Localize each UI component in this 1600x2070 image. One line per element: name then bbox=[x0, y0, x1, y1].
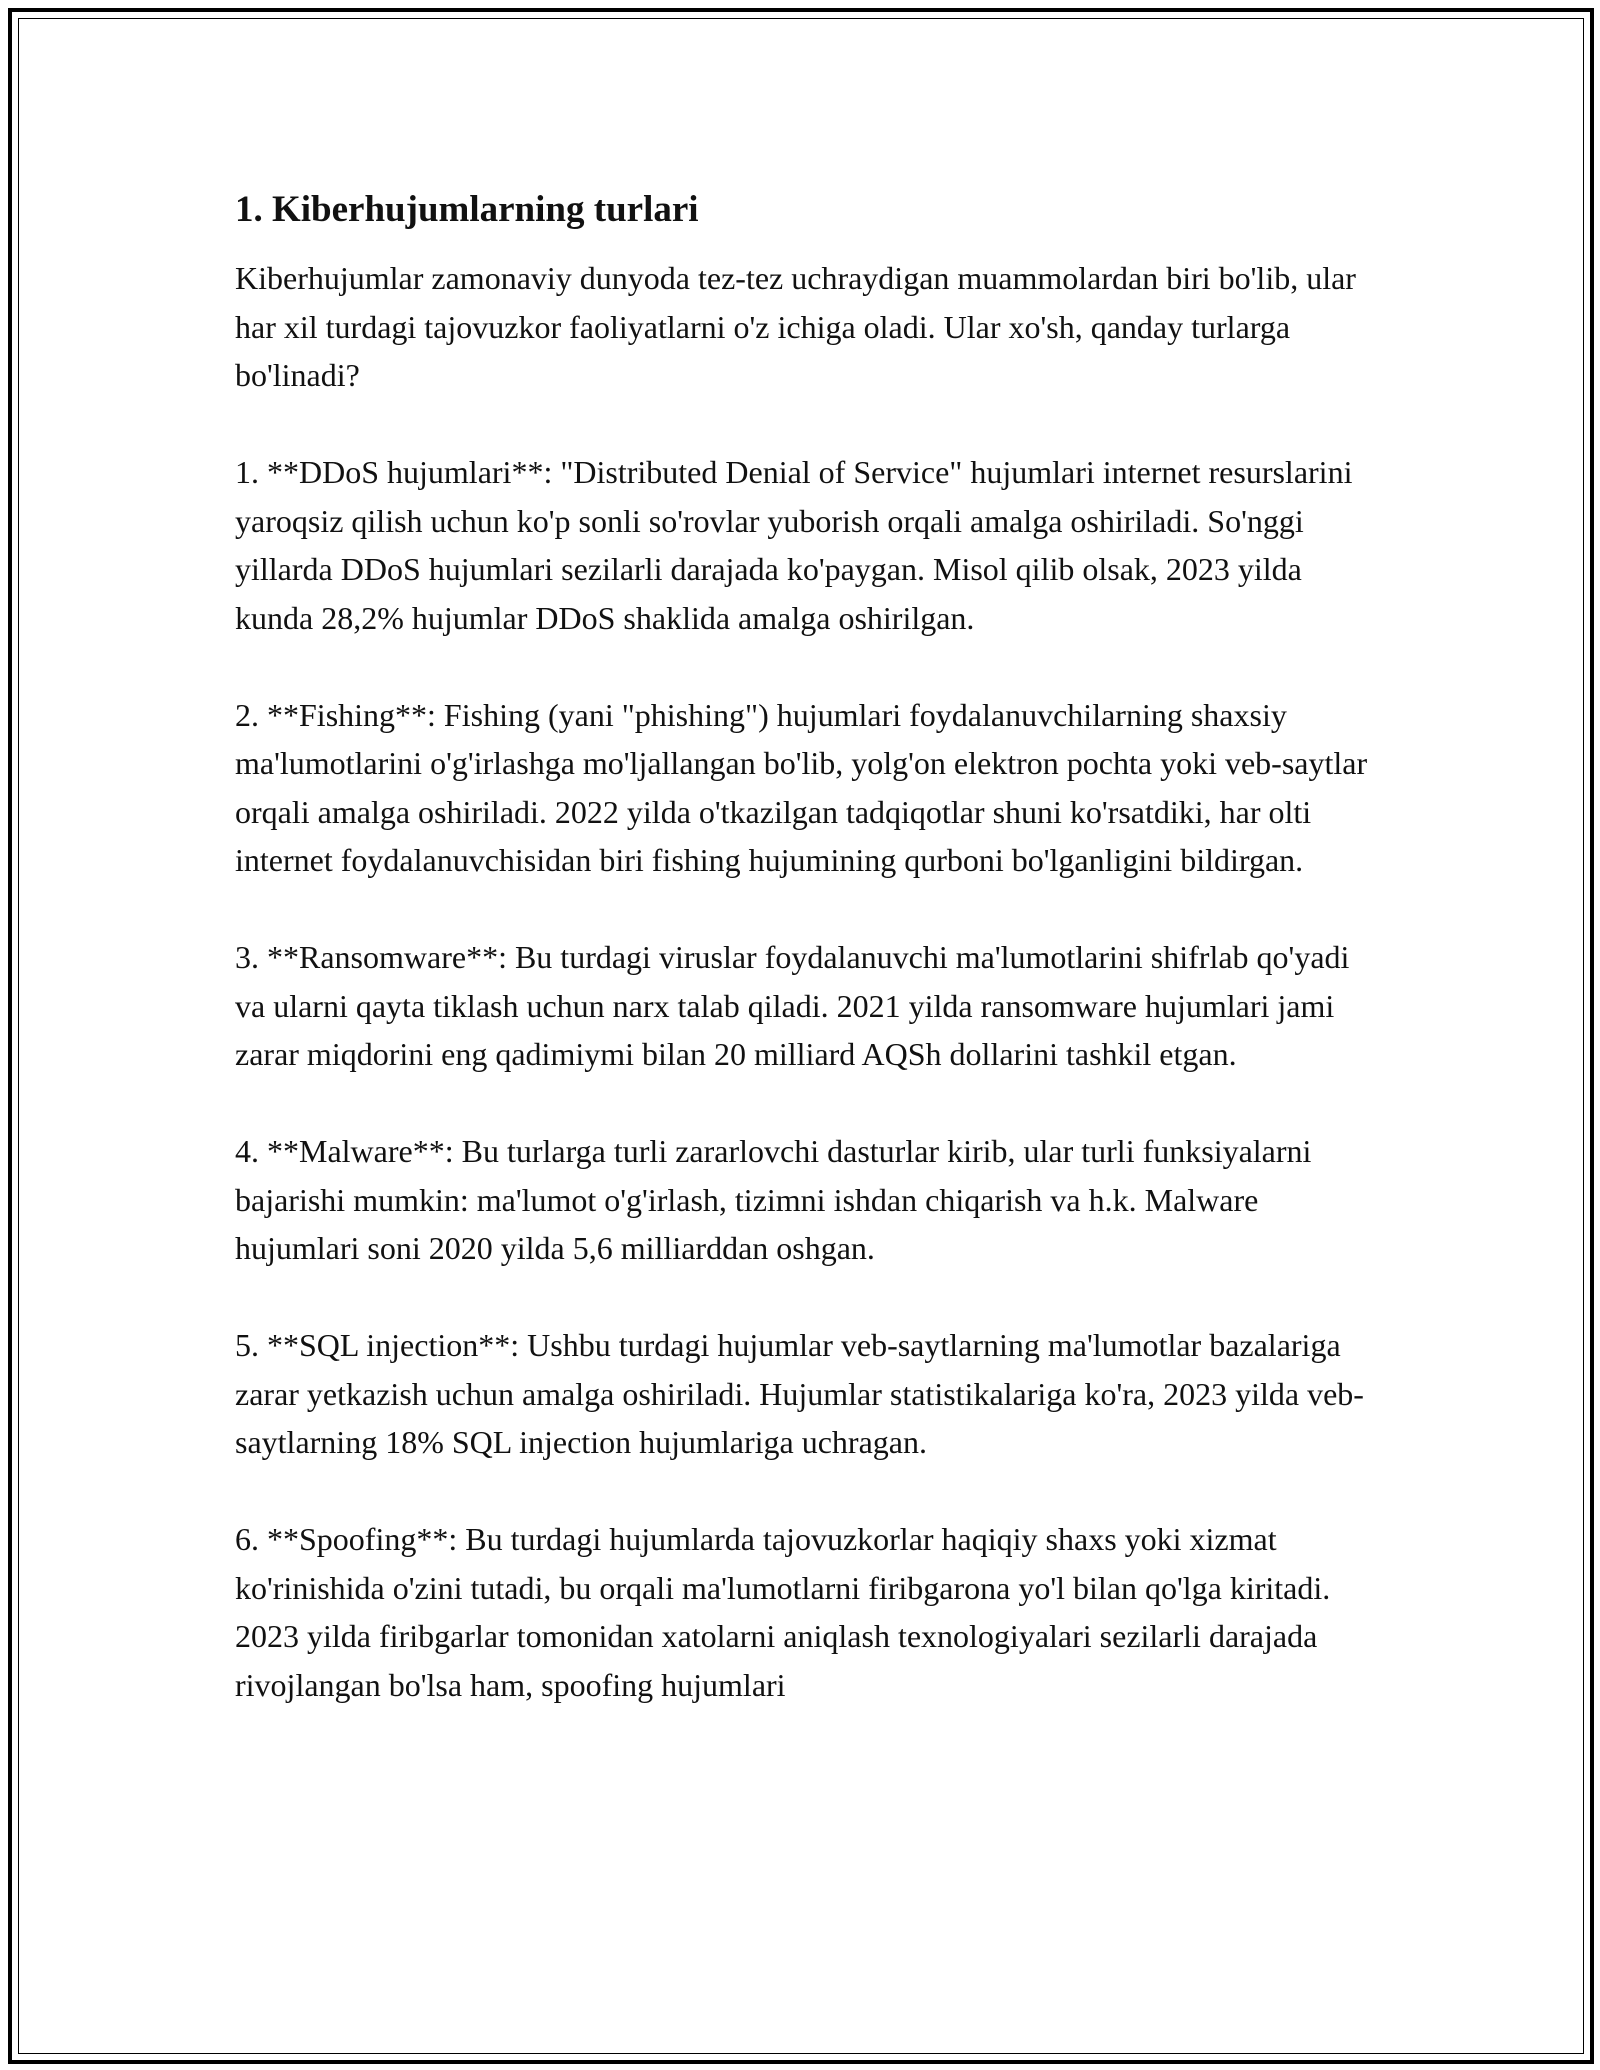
list-item-ddos: 1. **DDoS hujumlari**: "Distributed Denial of Service" hujumlari internet resurslarini yaroqsiz qilish uchun ko'p sonli so'rovlar yuborish orqali amalga oshiriladi. So'nggi yillarda DDoS hujumlari sezilarli darajada ko'paygan. Misol qilib olsak, 2023 yilda kunda 28,2% hujumlar DDoS shaklida amalga oshirilgan. bbox=[235, 454, 1353, 636]
section-heading: 1. Kiberhujumlarning turlari bbox=[235, 189, 699, 230]
list-item-ransomware: 3. **Ransomware**: Bu turdagi viruslar foydalanuvchi ma'lumotlarini shifrlab qo'yadi va ularni qayta tiklash uchun narx talab qiladi. 2021 yilda ransomware hujumlari jami zarar miqdorini eng qadimiymi bilan 20 milliard AQSh dollarini tashkil etgan. bbox=[235, 939, 1350, 1072]
document-body bbox=[235, 188, 1375, 1758]
list-item-malware: 4. **Malware**: Bu turlarga turli zararlovchi dasturlar kirib, ular turli funksiyalarni bajarishi mumkin: ma'lumot o'g'irlash, tizimni ishdan chiqarish va h.k. Malware hujumlari soni 2020 yilda 5,6 milliarddan oshgan. bbox=[235, 1133, 1312, 1266]
list-item-spoofing: 6. **Spoofing**: Bu turdagi hujumlarda tajovuzkorlar haqiqiy shaxs yoki xizmat ko'rinishida o'zini tutadi, bu orqali ma'lumotlarni firibgarona yo'l bilan qo'lga kiritadi. 2023 yilda firibgarlar tomonidan xatolarni aniqlash texnologiyalari sezilarli darajada rivojlangan bo'lsa ham, spoofing hujumlari bbox=[235, 1521, 1331, 1703]
list-item-sql-injection: 5. **SQL injection**: Ushbu turdagi hujumlar veb-saytlarning ma'lumotlar bazalariga zarar yetkazish uchun amalga oshiriladi. Hujumlar statistikalariga ko'ra, 2023 yilda veb-saytlarning 18% SQL injection hujumlariga uchragan. bbox=[235, 1327, 1364, 1460]
list-item-fishing: 2. **Fishing**: Fishing (yani "phishing") hujumlari foydalanuvchilarning shaxsiy ma'lumotlarini o'g'irlashga mo'ljallangan bo'lib, yolg'on elektron pochta yoki veb-saytlar orqali amalga oshiriladi. 2022 yilda o'tkazilgan tadqiqotlar shuni ko'rsatdiki, har olti internet foydalanuvchisidan biri fishing hujumining qurboni bo'lganligini bildirgan. bbox=[235, 696, 1368, 878]
intro-paragraph: Kiberhujumlar zamonaviy dunyoda tez-tez uchraydigan muammolardan biri bo'lib, ular har xil turdagi tajovuzkor faoliyatlarni o'z ichiga oladi. Ular xo'sh, qanday turlarga bo'linadi? bbox=[235, 260, 1356, 393]
